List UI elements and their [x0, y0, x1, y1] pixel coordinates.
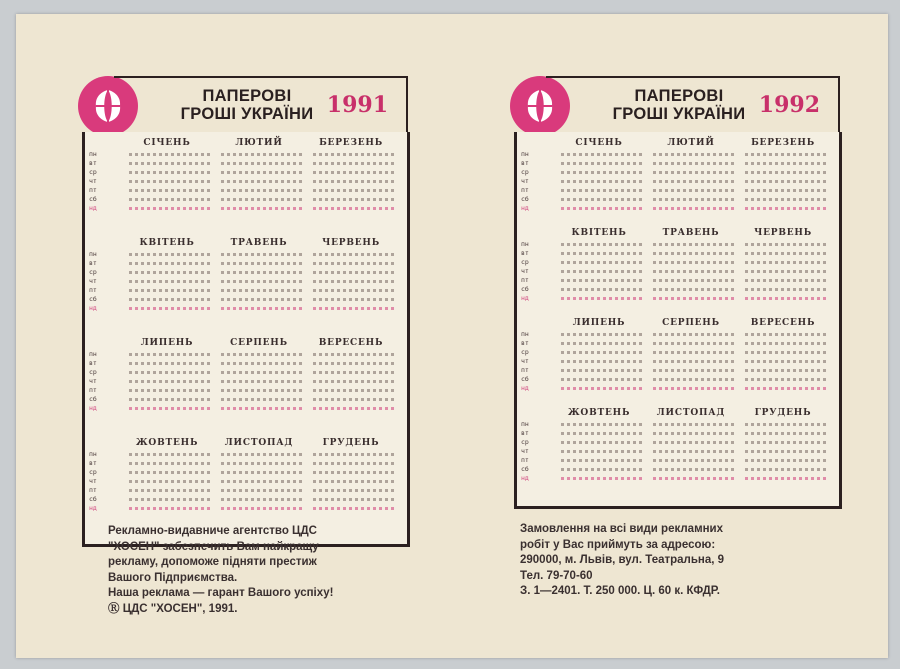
weekday-label: нд	[521, 474, 529, 482]
day-numbers-row	[653, 477, 735, 480]
day-numbers-row	[129, 453, 211, 456]
day-numbers-row	[221, 253, 303, 256]
day-numbers-row	[129, 253, 211, 256]
day-numbers-row	[561, 297, 643, 300]
quarter-block	[85, 338, 407, 426]
day-numbers-row	[745, 342, 827, 345]
weekday-label: чт	[521, 267, 529, 275]
weekday-label: вт	[89, 259, 97, 267]
day-numbers-row	[129, 462, 211, 465]
day-numbers-row	[129, 380, 211, 383]
day-numbers-row	[561, 180, 643, 183]
weekday-label: ср	[521, 168, 529, 176]
day-numbers-row	[745, 207, 827, 210]
month-name: ЖОВТЕНЬ	[567, 408, 631, 418]
day-numbers-row	[313, 398, 395, 401]
day-numbers-row	[221, 180, 303, 183]
day-numbers-row	[313, 471, 395, 474]
weekday-label: пн	[89, 250, 97, 258]
day-numbers-row	[745, 180, 827, 183]
title-line-2: ГРОШІ УКРАЇНИ	[180, 105, 314, 123]
day-numbers-row	[745, 360, 827, 363]
weekday-label: пт	[521, 456, 529, 464]
day-numbers-row	[129, 207, 211, 210]
quarter-block	[517, 138, 839, 226]
weekday-label: вт	[521, 339, 529, 347]
weekday-label: ср	[89, 268, 97, 276]
weekday-label: ср	[521, 258, 529, 266]
day-numbers-row	[129, 153, 211, 156]
calendar-header	[114, 76, 408, 136]
weekday-label: чт	[89, 477, 97, 485]
month-name: ЛЮТИЙ	[235, 138, 283, 148]
day-numbers-row	[653, 459, 735, 462]
day-numbers-row	[221, 289, 303, 292]
day-numbers-row	[745, 378, 827, 381]
footer-line: Наша реклама — гарант Вашого успіху!	[108, 587, 334, 599]
order-info-text	[520, 522, 860, 600]
day-numbers-row	[221, 389, 303, 392]
day-numbers-row	[745, 198, 827, 201]
year-label: 1992	[758, 92, 820, 118]
weekday-label: пт	[89, 286, 97, 294]
calendar-title	[604, 87, 754, 123]
month-name: ТРАВЕНЬ	[662, 228, 720, 238]
day-numbers-row	[313, 189, 395, 192]
month-name: ТРАВЕНЬ	[230, 238, 288, 248]
day-numbers-row	[745, 243, 827, 246]
month-name: КВІТЕНЬ	[139, 238, 195, 248]
day-numbers-row	[561, 342, 643, 345]
day-numbers-row	[653, 243, 735, 246]
day-numbers-row	[653, 288, 735, 291]
month-name: ГРУДЕНЬ	[754, 408, 812, 418]
day-numbers-row	[313, 298, 395, 301]
quarter-block	[85, 238, 407, 326]
month-name: БЕРЕЗЕНЬ	[319, 138, 383, 148]
day-numbers-row	[221, 453, 303, 456]
day-numbers-row	[313, 407, 395, 410]
weekday-label: пн	[521, 330, 529, 338]
day-numbers-row	[561, 162, 643, 165]
day-numbers-row	[561, 432, 643, 435]
day-numbers-row	[653, 360, 735, 363]
day-numbers-row	[313, 480, 395, 483]
day-numbers-row	[745, 288, 827, 291]
day-numbers-row	[745, 297, 827, 300]
day-numbers-row	[653, 342, 735, 345]
weekday-label: вт	[89, 459, 97, 467]
day-numbers-row	[129, 198, 211, 201]
weekday-label: пт	[89, 186, 97, 194]
day-numbers-row	[129, 407, 211, 410]
day-numbers-row	[561, 252, 643, 255]
month-name: ЛИСТОПАД	[656, 408, 726, 418]
day-numbers-row	[745, 432, 827, 435]
day-numbers-row	[561, 207, 643, 210]
month-name: ЛИСТОПАД	[224, 438, 294, 448]
year-label: 1991	[326, 92, 388, 118]
day-numbers-row	[745, 450, 827, 453]
day-numbers-row	[221, 371, 303, 374]
day-numbers-row	[129, 362, 211, 365]
weekday-label: чт	[89, 177, 97, 185]
day-numbers-row	[745, 477, 827, 480]
month-name: ЛИПЕНЬ	[572, 318, 626, 328]
day-numbers-row	[313, 198, 395, 201]
day-numbers-row	[745, 261, 827, 264]
weekday-label: сб	[521, 375, 529, 383]
day-numbers-row	[653, 153, 735, 156]
day-numbers-row	[313, 498, 395, 501]
footer-line: 290000, м. Львів, вул. Театральна, 9	[520, 554, 725, 566]
day-numbers-row	[221, 189, 303, 192]
day-numbers-row	[653, 450, 735, 453]
weekday-label: сб	[89, 395, 97, 403]
weekday-label: чт	[89, 377, 97, 385]
weekday-label: чт	[89, 277, 97, 285]
weekday-label: нд	[521, 384, 529, 392]
day-numbers-row	[129, 398, 211, 401]
day-numbers-row	[221, 362, 303, 365]
day-numbers-row	[561, 243, 643, 246]
day-numbers-row	[313, 162, 395, 165]
day-numbers-row	[313, 280, 395, 283]
footer-line: Ⓡ ЦДС "ХОСЕН", 1991.	[108, 602, 238, 615]
day-numbers-row	[129, 162, 211, 165]
day-numbers-row	[313, 453, 395, 456]
day-numbers-row	[313, 389, 395, 392]
day-numbers-row	[745, 369, 827, 372]
day-numbers-row	[561, 153, 643, 156]
weekday-label: нд	[89, 404, 97, 412]
day-numbers-row	[653, 198, 735, 201]
day-numbers-row	[221, 507, 303, 510]
day-numbers-row	[745, 189, 827, 192]
weekday-label: пт	[521, 186, 529, 194]
day-numbers-row	[221, 498, 303, 501]
day-numbers-row	[221, 207, 303, 210]
day-numbers-row	[313, 253, 395, 256]
day-numbers-row	[561, 288, 643, 291]
day-numbers-row	[653, 432, 735, 435]
month-name: СІЧЕНЬ	[143, 138, 191, 148]
month-name: ВЕРЕСЕНЬ	[750, 318, 816, 328]
day-numbers-row	[745, 252, 827, 255]
weekday-label: пн	[89, 350, 97, 358]
day-numbers-row	[653, 369, 735, 372]
day-numbers-row	[745, 270, 827, 273]
day-numbers-row	[561, 450, 643, 453]
day-numbers-row	[221, 407, 303, 410]
day-numbers-row	[561, 387, 643, 390]
day-numbers-row	[561, 261, 643, 264]
day-numbers-row	[313, 262, 395, 265]
day-numbers-row	[653, 333, 735, 336]
day-numbers-row	[561, 171, 643, 174]
calendar-card	[16, 14, 888, 658]
month-name: СІЧЕНЬ	[575, 138, 623, 148]
day-numbers-row	[129, 389, 211, 392]
weekday-label: чт	[521, 357, 529, 365]
weekday-label: сб	[521, 195, 529, 203]
month-name: ВЕРЕСЕНЬ	[318, 338, 384, 348]
day-numbers-row	[561, 468, 643, 471]
weekday-label: вт	[521, 159, 529, 167]
day-numbers-row	[221, 471, 303, 474]
day-numbers-row	[313, 462, 395, 465]
day-numbers-row	[653, 441, 735, 444]
footer-line: "ХОСЕН" забезпечить Вам найкращу	[108, 540, 319, 553]
day-numbers-row	[653, 378, 735, 381]
month-name: СЕРПЕНЬ	[230, 338, 288, 348]
month-name: ГРУДЕНЬ	[322, 438, 380, 448]
month-name: СЕРПЕНЬ	[662, 318, 720, 328]
day-numbers-row	[653, 207, 735, 210]
month-name: ЛИПЕНЬ	[140, 338, 194, 348]
weekday-label: пн	[89, 150, 97, 158]
day-numbers-row	[129, 307, 211, 310]
day-numbers-row	[313, 307, 395, 310]
day-numbers-row	[221, 489, 303, 492]
day-numbers-row	[561, 369, 643, 372]
day-numbers-row	[129, 371, 211, 374]
day-numbers-row	[129, 189, 211, 192]
weekday-label: ср	[521, 438, 529, 446]
weekday-label: сб	[521, 285, 529, 293]
day-numbers-row	[313, 207, 395, 210]
day-numbers-row	[313, 371, 395, 374]
weekday-label: нд	[89, 204, 97, 212]
weekday-label: сб	[89, 295, 97, 303]
weekday-label: ср	[521, 348, 529, 356]
day-numbers-row	[745, 279, 827, 282]
day-numbers-row	[561, 270, 643, 273]
day-numbers-row	[561, 279, 643, 282]
weekday-label: пт	[89, 486, 97, 494]
month-grid	[514, 132, 842, 509]
day-numbers-row	[129, 298, 211, 301]
title-line-2: ГРОШІ УКРАЇНИ	[612, 105, 746, 123]
day-numbers-row	[745, 423, 827, 426]
footer-line: Замовлення на всі види рекламних	[520, 523, 723, 535]
day-numbers-row	[653, 279, 735, 282]
day-numbers-row	[221, 171, 303, 174]
day-numbers-row	[745, 333, 827, 336]
footer-line: робіт у Вас приймуть за адресою:	[520, 538, 716, 551]
day-numbers-row	[221, 280, 303, 283]
footer-line: Рекламно-видавниче агентство ЦДС	[108, 525, 317, 537]
footer-line: Вашого Підприємства.	[108, 571, 238, 584]
day-numbers-row	[313, 380, 395, 383]
day-numbers-row	[561, 333, 643, 336]
month-grid	[82, 132, 410, 547]
weekday-label: пн	[521, 150, 529, 158]
day-numbers-row	[221, 353, 303, 356]
weekday-label: пн	[521, 420, 529, 428]
day-numbers-row	[653, 189, 735, 192]
month-name: ЖОВТЕНЬ	[135, 438, 199, 448]
day-numbers-row	[129, 498, 211, 501]
day-numbers-row	[313, 171, 395, 174]
day-numbers-row	[745, 387, 827, 390]
day-numbers-row	[221, 298, 303, 301]
day-numbers-row	[745, 441, 827, 444]
month-name: БЕРЕЗЕНЬ	[751, 138, 815, 148]
month-name: КВІТЕНЬ	[571, 228, 627, 238]
weekday-label: сб	[89, 195, 97, 203]
weekday-label: пн	[89, 450, 97, 458]
weekday-label: сб	[521, 465, 529, 473]
day-numbers-row	[653, 423, 735, 426]
day-numbers-row	[129, 471, 211, 474]
quarter-block	[517, 228, 839, 316]
day-numbers-row	[653, 297, 735, 300]
day-numbers-row	[561, 423, 643, 426]
day-numbers-row	[561, 198, 643, 201]
day-numbers-row	[129, 271, 211, 274]
day-numbers-row	[653, 261, 735, 264]
day-numbers-row	[561, 459, 643, 462]
footer-line: З. 1—2401. Т. 250 000. Ц. 60 к. КФДР.	[520, 585, 720, 597]
day-numbers-row	[653, 180, 735, 183]
day-numbers-row	[221, 271, 303, 274]
day-numbers-row	[313, 153, 395, 156]
day-numbers-row	[313, 362, 395, 365]
day-numbers-row	[653, 252, 735, 255]
day-numbers-row	[561, 477, 643, 480]
quarter-block	[517, 318, 839, 406]
day-numbers-row	[313, 289, 395, 292]
quarter-block	[517, 408, 839, 496]
weekday-label: нд	[521, 294, 529, 302]
day-numbers-row	[745, 459, 827, 462]
day-numbers-row	[313, 180, 395, 183]
weekday-label: пт	[521, 366, 529, 374]
day-numbers-row	[221, 153, 303, 156]
day-numbers-row	[129, 507, 211, 510]
weekday-label: вт	[89, 359, 97, 367]
day-numbers-row	[129, 280, 211, 283]
weekday-label: чт	[521, 177, 529, 185]
day-numbers-row	[653, 171, 735, 174]
month-name: ЛЮТИЙ	[667, 138, 715, 148]
weekday-label: вт	[521, 429, 529, 437]
day-numbers-row	[129, 180, 211, 183]
advert-text	[108, 524, 448, 617]
weekday-label: вт	[89, 159, 97, 167]
day-numbers-row	[313, 353, 395, 356]
day-numbers-row	[129, 289, 211, 292]
weekday-label: пт	[521, 276, 529, 284]
calendar-header	[546, 76, 840, 136]
weekday-label: ср	[89, 468, 97, 476]
weekday-label: нд	[521, 204, 529, 212]
day-numbers-row	[129, 171, 211, 174]
title-line-1: ПАПЕРОВІ	[634, 87, 724, 105]
day-numbers-row	[221, 398, 303, 401]
day-numbers-row	[313, 507, 395, 510]
day-numbers-row	[745, 468, 827, 471]
quarter-block	[85, 138, 407, 226]
day-numbers-row	[221, 380, 303, 383]
day-numbers-row	[561, 378, 643, 381]
footer-line: рекламу, допоможе підняти престиж	[108, 556, 317, 568]
day-numbers-row	[561, 189, 643, 192]
weekday-label: ср	[89, 168, 97, 176]
day-numbers-row	[129, 262, 211, 265]
weekday-label: нд	[89, 504, 97, 512]
month-name: ЧЕРВЕНЬ	[754, 228, 812, 238]
day-numbers-row	[129, 489, 211, 492]
day-numbers-row	[313, 271, 395, 274]
day-numbers-row	[129, 480, 211, 483]
day-numbers-row	[653, 351, 735, 354]
day-numbers-row	[221, 162, 303, 165]
day-numbers-row	[561, 360, 643, 363]
day-numbers-row	[653, 387, 735, 390]
day-numbers-row	[653, 270, 735, 273]
day-numbers-row	[221, 462, 303, 465]
day-numbers-row	[745, 351, 827, 354]
day-numbers-row	[653, 468, 735, 471]
title-line-1: ПАПЕРОВІ	[202, 87, 292, 105]
day-numbers-row	[745, 171, 827, 174]
weekday-label: ср	[89, 368, 97, 376]
day-numbers-row	[221, 307, 303, 310]
day-numbers-row	[745, 162, 827, 165]
weekday-label: пт	[89, 386, 97, 394]
day-numbers-row	[221, 262, 303, 265]
weekday-label: сб	[89, 495, 97, 503]
day-numbers-row	[561, 441, 643, 444]
day-numbers-row	[561, 351, 643, 354]
weekday-label: нд	[89, 304, 97, 312]
weekday-label: вт	[521, 249, 529, 257]
weekday-label: чт	[521, 447, 529, 455]
day-numbers-row	[221, 198, 303, 201]
day-numbers-row	[129, 353, 211, 356]
day-numbers-row	[653, 162, 735, 165]
quarter-block	[85, 438, 407, 526]
month-name: ЧЕРВЕНЬ	[322, 238, 380, 248]
day-numbers-row	[221, 480, 303, 483]
day-numbers-row	[313, 489, 395, 492]
footer-line: Тел. 79-70-60	[520, 569, 593, 582]
day-numbers-row	[745, 153, 827, 156]
calendar-title	[172, 87, 322, 123]
weekday-label: пн	[521, 240, 529, 248]
